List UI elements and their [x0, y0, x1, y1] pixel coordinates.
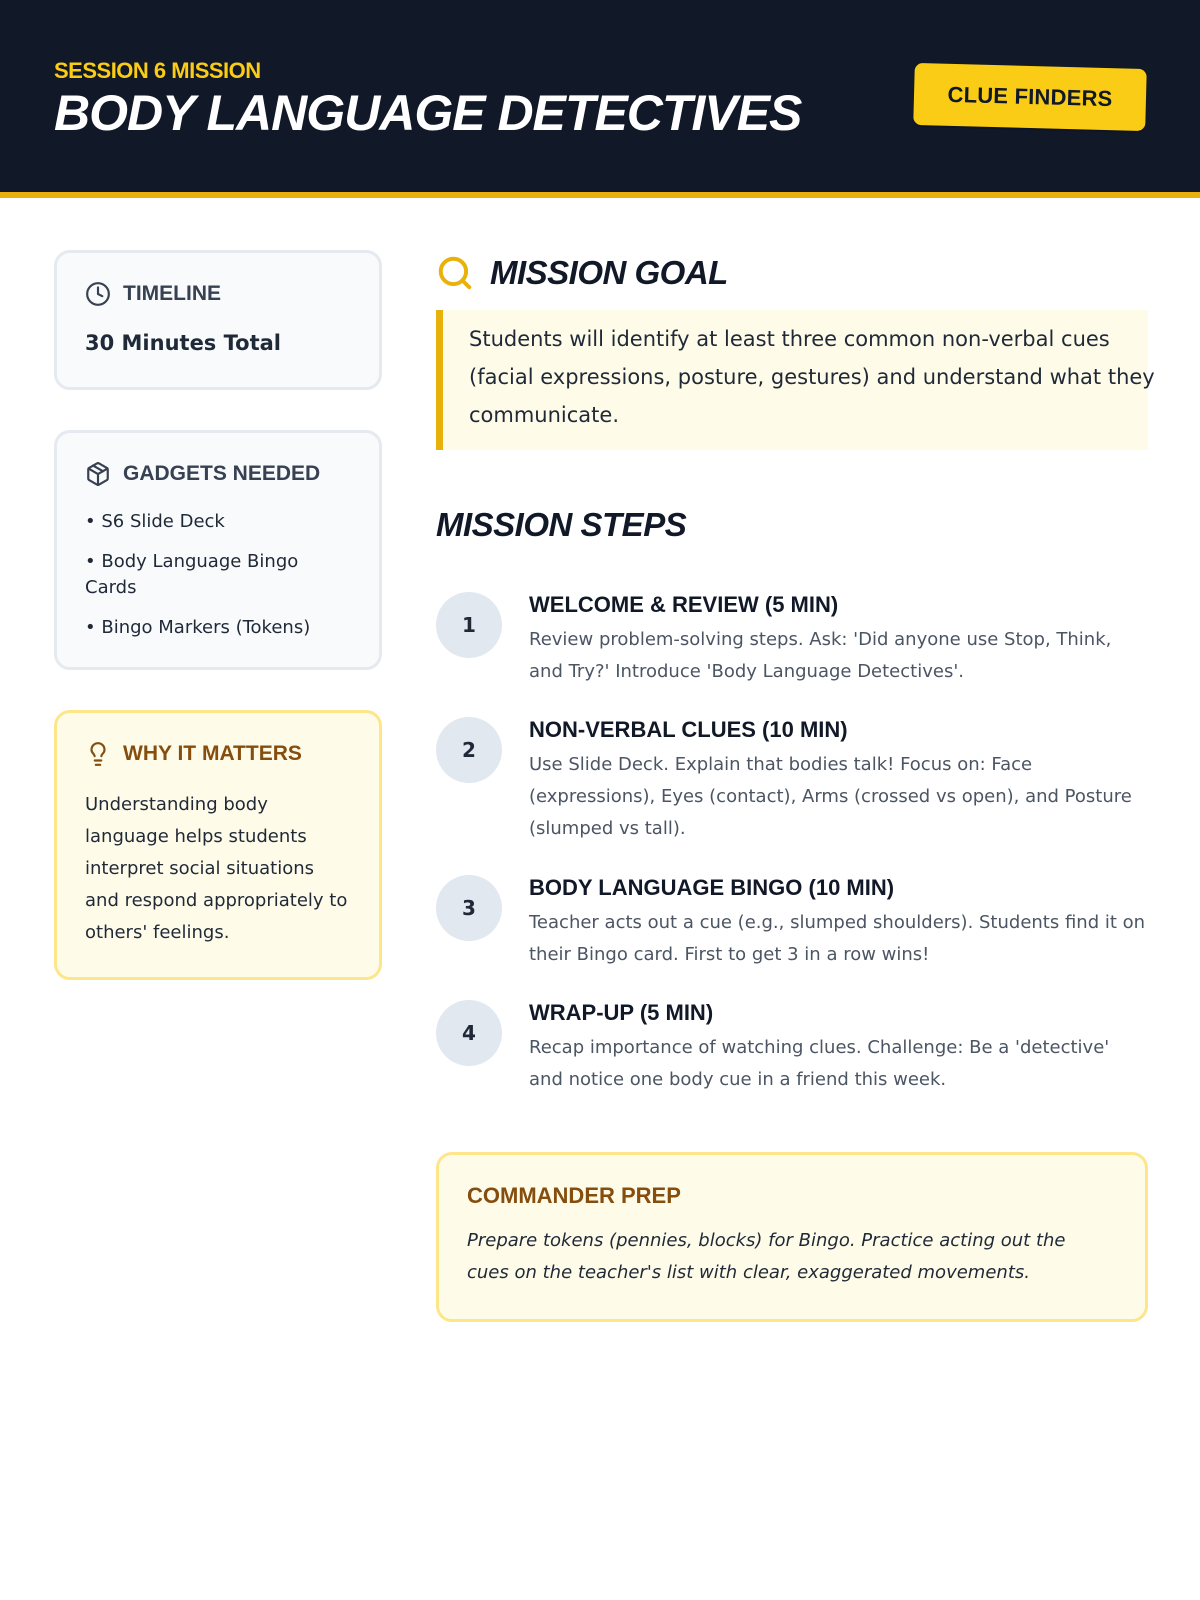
step-description: Review problem-solving steps. Ask: 'Did anyone use Stop, Think, and Try?' Introduce 'Body Language Detectives'. — [529, 629, 1112, 682]
step-title: WRAP-UP (5 MIN) — [529, 1000, 714, 1025]
timeline-card — [54, 250, 382, 390]
gadgets-list — [85, 509, 341, 655]
step-title: NON-VERBAL CLUES (10 MIN) — [529, 717, 848, 742]
lightbulb-icon — [85, 741, 111, 767]
clue-finders-tag: CLUE FINDERS — [913, 63, 1147, 131]
step-number-badge: 4 — [436, 1000, 502, 1066]
why-header — [85, 741, 302, 767]
search-icon — [436, 254, 474, 292]
gadgets-header — [85, 461, 320, 487]
gadgets-label: GADGETS NEEDED — [123, 462, 321, 485]
mission-steps-title: MISSION STEPS — [436, 506, 687, 543]
timeline-label: TIMELINE — [123, 282, 221, 305]
step-description: Recap importance of watching clues. Challenge: Be a 'detective' and notice one body cue in a friend this week. — [529, 1037, 1110, 1090]
list-item: • S6 Slide Deck — [85, 509, 341, 535]
step-description: Teacher acts out a cue (e.g., slumped shoulders). Students find it on their Bingo card. First to get 3 in a row wins! — [529, 912, 1146, 965]
step-number-badge: 1 — [436, 592, 502, 658]
mission-goal-title: MISSION GOAL — [490, 254, 728, 291]
commander-prep-card — [436, 1152, 1148, 1322]
step-title: WELCOME & REVIEW (5 MIN) — [529, 592, 839, 617]
mission-goal-text: Students will identify at least three common non-verbal cues (facial expressions, posture, gestures) and understand what they communicate. — [469, 327, 1155, 427]
list-item: • Body Language Bingo Cards — [85, 549, 341, 601]
step-number-badge: 2 — [436, 717, 502, 783]
step-description: Use Slide Deck. Explain that bodies talk! Focus on: Face (expressions), Eyes (contact), Arms (crossed vs open), and Posture (slumped vs tall). — [529, 754, 1132, 839]
why-label: WHY IT MATTERS — [123, 742, 302, 765]
why-it-matters-card — [54, 710, 382, 980]
mission-goal-box — [436, 310, 1155, 450]
gadgets-card — [54, 430, 382, 670]
why-text: Understanding body language helps students interpret social situations and respond appropriately to others' feelings. — [85, 794, 348, 943]
mission-goal-header — [436, 254, 728, 292]
list-item: • Bingo Markers (Tokens) — [85, 615, 341, 641]
timeline-value: 30 Minutes Total — [85, 331, 281, 355]
commander-prep-text: Prepare tokens (pennies, blocks) for Bingo. Practice acting out the cues on the teacher's list with clear, exaggerated movements. — [467, 1230, 1066, 1283]
timeline-header — [85, 281, 221, 307]
step-title: BODY LANGUAGE BINGO (10 MIN) — [529, 875, 895, 900]
clock-icon — [85, 281, 111, 307]
commander-prep-title: COMMANDER PREP — [467, 1183, 681, 1208]
page-title: BODY LANGUAGE DETECTIVES — [54, 85, 802, 141]
box-icon — [85, 461, 111, 487]
step-number-badge: 3 — [436, 875, 502, 941]
page-header — [0, 0, 1200, 198]
session-kicker: SESSION 6 MISSION — [54, 58, 261, 83]
